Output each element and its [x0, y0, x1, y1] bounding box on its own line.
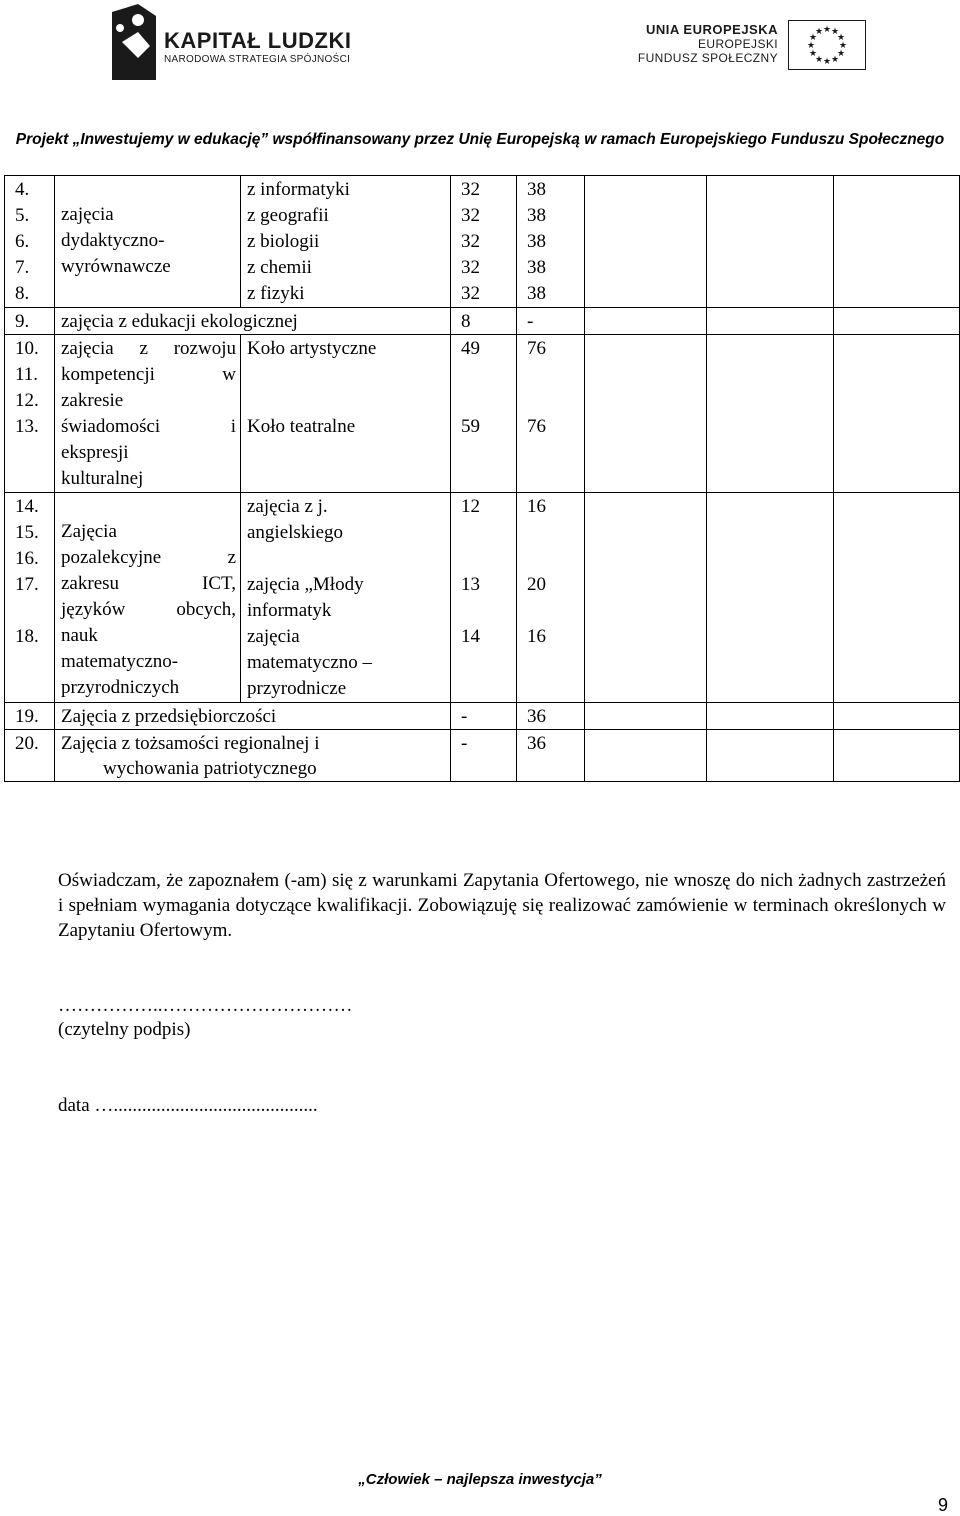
row-value-2: 36 [517, 703, 585, 730]
table-row [5, 308, 960, 335]
svg-text:★: ★ [806, 41, 816, 51]
empty-cell [707, 493, 834, 703]
table-row [5, 703, 960, 730]
values1-c: 12 13 14 [451, 493, 517, 703]
svg-text:★: ★ [836, 33, 846, 43]
row-label-line-1: Zajęcia z tożsamości regionalnej i [61, 733, 320, 754]
empty-cell [834, 703, 960, 730]
signature-line: ……………..………………………… [58, 995, 353, 1016]
row-number: 19. [5, 703, 55, 730]
empty-cell [707, 308, 834, 335]
declaration-text: Oświadczam, że zapoznałem (-am) się z warunkami Zapytania Ofertowego, nie wnoszę do nich żadnych zastrzeżeń i spełniam wymagania dotyczące kwalifikacji. Zobowiązuję się realizować zamówienie w terminach określonych w Zapytaniu Ofertowym. [58, 870, 946, 941]
row-number: 9. [5, 308, 55, 335]
values2-b: 76 76 [517, 335, 585, 493]
kapital-ludzki-subtitle: NARODOWA STRATEGIA SPÓJNOŚCI [164, 54, 351, 65]
page-number: 9 [937, 1495, 948, 1515]
footer-slogan: „Człowiek – najlepsza inwestycja” [358, 1471, 602, 1488]
table-row [5, 730, 960, 782]
group-label-a: zajęcia dydaktyczno- wyrównawcze [55, 176, 241, 308]
table-row [5, 335, 960, 493]
row-numbers-c: 14. 15. 16. 17. 18. [5, 493, 55, 703]
empty-cell [707, 730, 834, 782]
values1-a: 32 32 32 32 32 [451, 176, 517, 308]
eu-flag-icon [788, 20, 866, 70]
row-numbers-a: 4. 5. 6. 7. 8. [5, 176, 55, 308]
project-line: Projekt „Inwestujemy w edukację” współfinansowany przez Unię Europejską w ramach Europejskiego Funduszu Społecznego [15, 131, 945, 148]
empty-cell [585, 703, 707, 730]
group-label-b: zajęcia z rozwoju kompetencji w zakresie świadomości i ekspresji kulturalnej [55, 335, 241, 493]
eu-line-2: EUROPEJSKI [697, 37, 778, 51]
group-label-c: Zajęcia pozalekcyjne z zakresu ICT, języków obcych, nauk matematyczno- przyrodniczych [55, 493, 241, 703]
row-value-2: - [517, 308, 585, 335]
subjects-a: z informatyki z geografii z biologii z chemii z fizyki [241, 176, 451, 308]
row-value-1: - [451, 703, 517, 730]
row-label: Zajęcia z przedsiębiorczości [55, 703, 451, 730]
svg-text:★: ★ [830, 55, 840, 65]
eu-line-1: UNIA EUROPEJSKA [646, 22, 778, 37]
kapital-ludzki-logo-icon [108, 2, 160, 82]
row-value-2: 36 [517, 730, 585, 782]
table-row [5, 493, 960, 703]
page-header [0, 0, 960, 160]
row-label [55, 730, 451, 782]
row-numbers-b: 10. 11. 12. 13. [5, 335, 55, 493]
signature-label: (czytelny podpis) [58, 1019, 191, 1040]
empty-cell [585, 493, 707, 703]
row-value-1: 8 [451, 308, 517, 335]
empty-cell [834, 176, 960, 308]
row-value-1: - [451, 730, 517, 782]
empty-cell [585, 730, 707, 782]
svg-text:★: ★ [836, 49, 846, 59]
empty-cell [834, 730, 960, 782]
activities-table [4, 175, 960, 782]
svg-text:★: ★ [838, 41, 848, 51]
empty-cell [585, 308, 707, 335]
svg-text:★: ★ [822, 57, 832, 67]
kapital-ludzki-title: KAPITAŁ LUDZKI [164, 28, 352, 53]
empty-cell [834, 493, 960, 703]
row-label-line-2: wychowania patriotycznego [103, 758, 317, 779]
subjects-c: zajęcia z j. angielskiego zajęcia „Młody informatyk zajęcia matematyczno – przyrodnicze [241, 493, 451, 703]
subjects-b: Koło artystyczne Koło teatralne [241, 335, 451, 493]
svg-text:★: ★ [814, 27, 824, 37]
svg-text:★: ★ [814, 55, 824, 65]
row-number: 20. [5, 730, 55, 782]
row-label: zajęcia z edukacji ekologicznej [55, 308, 451, 335]
table-row [5, 176, 960, 308]
eu-line-3: FUNDUSZ SPOŁECZNY [637, 51, 778, 65]
svg-text:★: ★ [830, 27, 840, 37]
values1-b: 49 59 [451, 335, 517, 493]
empty-cell [707, 335, 834, 493]
eu-text [638, 22, 778, 65]
empty-cell [707, 703, 834, 730]
svg-text:★: ★ [808, 33, 818, 43]
empty-cell [707, 176, 834, 308]
empty-cell [834, 308, 960, 335]
empty-cell [585, 335, 707, 493]
svg-text:★: ★ [808, 49, 818, 59]
svg-text:★: ★ [822, 25, 832, 35]
empty-cell [834, 335, 960, 493]
values2-a: 38 38 38 38 38 [517, 176, 585, 308]
values2-c: 16 20 16 [517, 493, 585, 703]
date-field: data …........................................... [58, 1095, 318, 1116]
empty-cell [585, 176, 707, 308]
